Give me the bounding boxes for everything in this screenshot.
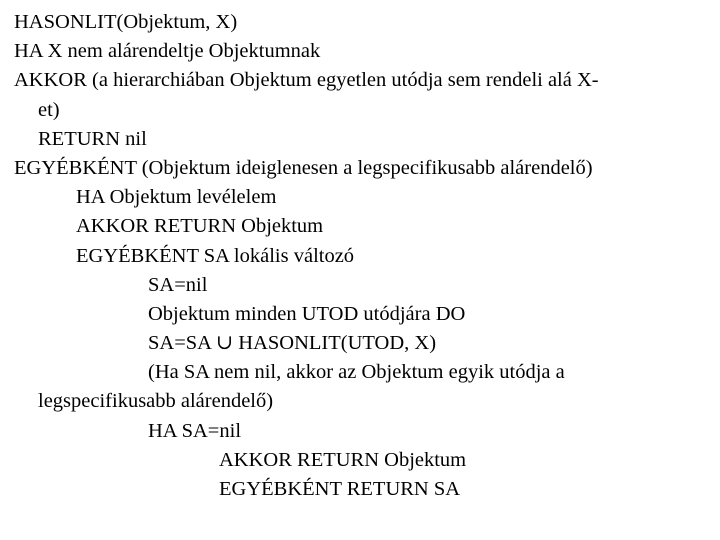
line-if-sa-nil: HA SA=nil [148,419,242,442]
line-comment-child: (Ha SA nem nil, akkor az Objektum egyik utódja a [148,361,565,384]
line-if-not-subordinate: HA X nem alárendeltje Objektumnak [14,40,321,63]
line-function-signature: HASONLIT(Objektum, X) [14,11,238,33]
line-comment-child-continued: legspecifikusabb alárendelő) [38,390,274,413]
line-sa-init: SA=nil [148,273,208,296]
line-for-each-child: Objektum minden UTOD utódjára DO [148,302,466,325]
line-then-comment: AKKOR (a hierarchiában Objektum egyetlen utódja sem rendeli alá X- [14,69,599,92]
line-else-return-sa: EGYÉBKÉNT RETURN SA [219,478,461,500]
line-return-nil: RETURN nil [38,127,147,150]
line-then-return-object-final: AKKOR RETURN Objektum [219,448,467,471]
algorithm-text [14,8,714,504]
line-then-return-object: AKKOR RETURN Objektum [76,215,324,238]
line-then-comment-continued: et) [38,98,60,121]
line-if-leaf: HA Objektum levélelem [76,186,277,209]
line-sa-union: SA=SA ∪ HASONLIT(UTOD, X) [148,332,437,355]
line-else-comment: EGYÉBKÉNT (Objektum ideiglenesen a legspecifikusabb alárendelő) [14,156,593,179]
line-else-local-variable: EGYÉBKÉNT SA lokális változó [76,244,355,267]
